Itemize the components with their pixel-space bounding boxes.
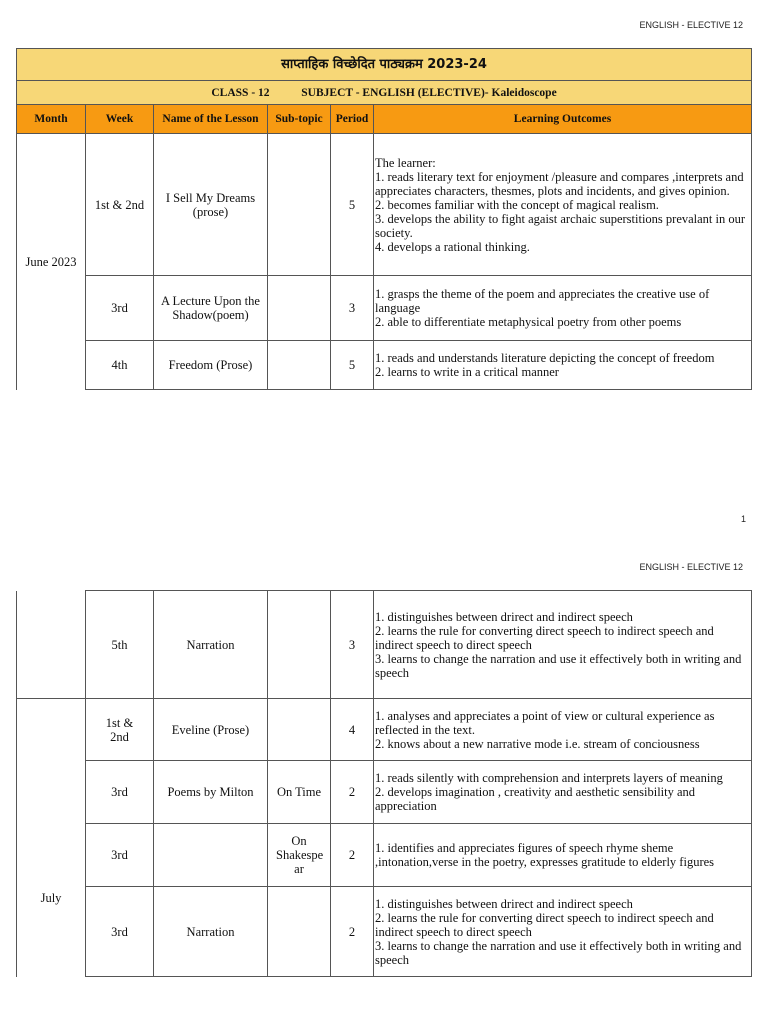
week-cell: 5th [86, 591, 154, 699]
table-row [17, 134, 752, 276]
col-header-subtopic: Sub-topic [268, 105, 331, 134]
page-header: ENGLISH - ELECTIVE 12 [639, 562, 743, 572]
table-row [17, 699, 752, 761]
lesson-cell: Eveline (Prose) [154, 699, 268, 761]
week-cell: 3rd [86, 887, 154, 977]
class-label: CLASS - 12 [211, 86, 270, 99]
outcomes-cell: 1. reads silently with comprehension and interprets layers of meaning 2. develops imagination , creativity and aesthetic sensibility and appreciation [374, 761, 752, 824]
lesson-cell: Freedom (Prose) [154, 341, 268, 390]
subtopic-cell: On Shakespe ar [268, 824, 331, 887]
week-cell: 3rd [86, 276, 154, 341]
page-header: ENGLISH - ELECTIVE 12 [639, 20, 743, 30]
subject-label: SUBJECT - ENGLISH (ELECTIVE)- Kaleidoscope [301, 86, 557, 99]
period-cell: 5 [331, 134, 374, 276]
lesson-cell: Narration [154, 887, 268, 977]
outcomes-cell: 1. analyses and appreciates a point of view or cultural experience as reflected in the text. 2. knows about a new narrative mode i.e. stream of conciousness [374, 699, 752, 761]
week-cell: 3rd [86, 824, 154, 887]
table-row [17, 341, 752, 390]
period-cell: 4 [331, 699, 374, 761]
period-cell: 3 [331, 276, 374, 341]
col-header-lesson: Name of the Lesson [154, 105, 268, 134]
table-row [17, 276, 752, 341]
table-row [17, 761, 752, 824]
table-row [17, 887, 752, 977]
period-cell: 2 [331, 824, 374, 887]
subtopic-cell [268, 887, 331, 977]
lesson-cell [154, 824, 268, 887]
document-title: साप्ताहिक विच्छेदित पाठ्यक्रम 2023-24 [17, 49, 752, 81]
period-cell: 2 [331, 887, 374, 977]
col-header-outcomes: Learning Outcomes [374, 105, 752, 134]
period-cell: 3 [331, 591, 374, 699]
table-row [17, 591, 752, 699]
week-cell: 1st & 2nd [86, 699, 154, 761]
col-header-month: Month [17, 105, 86, 134]
month-cell: July [17, 699, 86, 977]
subtopic-cell [268, 341, 331, 390]
class-subject-row [17, 81, 752, 105]
subtopic-cell: On Time [268, 761, 331, 824]
subtopic-cell [268, 591, 331, 699]
outcomes-cell: 1. identifies and appreciates figures of speech rhyme sheme ,intonation,verse in the poetry, expresses gratitude to elderly figures [374, 824, 752, 887]
subtopic-cell [268, 134, 331, 276]
outcomes-cell: 1. distinguishes between drirect and indirect speech 2. learns the rule for converting direct speech to indirect speech and indirect speech to direct speech 3. learns to change the narration and use it effectively both in writing and speech [374, 591, 752, 699]
week-cell: 1st & 2nd [86, 134, 154, 276]
table-row [17, 824, 752, 887]
col-header-period: Period [331, 105, 374, 134]
col-header-week: Week [86, 105, 154, 134]
lesson-cell: Poems by Milton [154, 761, 268, 824]
syllabus-table-page2 [16, 590, 752, 977]
outcomes-cell: The learner: 1. reads literary text for enjoyment /pleasure and compares ,interprets and appreciates characters, thesmes, plots and incidents, and gives opinion. 2. becomes familiar with the concept of magical realism. 3. develops the ability to fight agaist archaic superstitions prevalant in our society. 4. develops a rational thinking. [374, 134, 752, 276]
period-cell: 2 [331, 761, 374, 824]
lesson-cell: Narration [154, 591, 268, 699]
page-number: 1 [740, 514, 746, 524]
outcomes-cell: 1. grasps the theme of the poem and appreciates the creative use of language 2. able to differentiate metaphysical poetry from other poems [374, 276, 752, 341]
lesson-cell: I Sell My Dreams (prose) [154, 134, 268, 276]
subtopic-cell [268, 276, 331, 341]
week-cell: 3rd [86, 761, 154, 824]
period-cell: 5 [331, 341, 374, 390]
week-cell: 4th [86, 341, 154, 390]
month-cell [17, 591, 86, 699]
outcomes-cell: 1. reads and understands literature depicting the concept of freedom 2. learns to write in a critical manner [374, 341, 752, 390]
month-cell: June 2023 [17, 134, 86, 390]
syllabus-table-page1 [16, 48, 752, 390]
outcomes-cell: 1. distinguishes between drirect and indirect speech 2. learns the rule for converting direct speech to indirect speech and indirect speech to direct speech 3. learns to change the narration and use it effectively both in writing and speech [374, 887, 752, 977]
subtopic-cell [268, 699, 331, 761]
lesson-cell: A Lecture Upon the Shadow(poem) [154, 276, 268, 341]
